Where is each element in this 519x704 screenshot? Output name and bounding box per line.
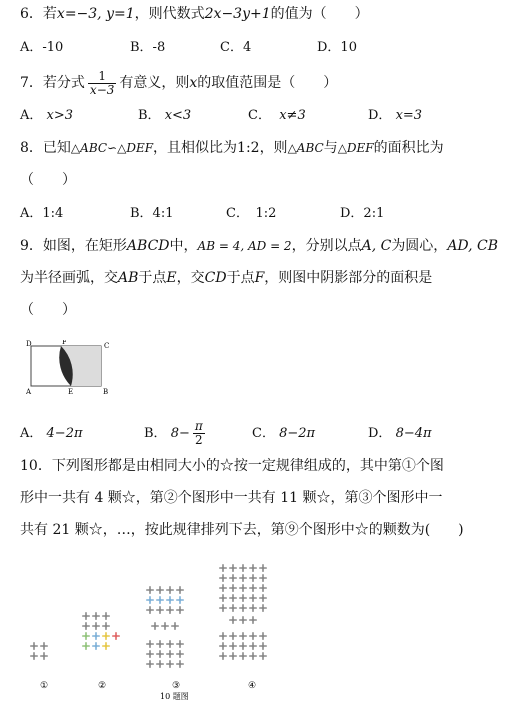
q9-answer-paren: （ ） (20, 302, 76, 318)
label-b: B (103, 388, 109, 396)
star-mark (240, 565, 246, 571)
star-mark (250, 585, 256, 591)
q8-option-c[interactable]: C． 1:2 (226, 206, 277, 221)
star-mark (220, 585, 226, 591)
q9-figure (26, 340, 116, 398)
q8-option-a[interactable]: A．1:4 (20, 206, 64, 221)
star-mark (220, 633, 226, 639)
star-mark (260, 575, 266, 581)
star-mark (157, 597, 163, 603)
star-mark (103, 623, 109, 629)
q9-stem-line1: 9．如图，在矩形ABCD中，AB = 4, AD = 2，分别以点A, C为圆心，AD, CB (20, 238, 499, 254)
star-mark (240, 585, 246, 591)
star-mark (31, 643, 37, 649)
star-mark (250, 653, 256, 659)
q9-option-d[interactable]: D． 8−4π (368, 426, 432, 441)
star-mark (157, 607, 163, 613)
q8-stem: 8．已知△ABC∽△DEF，且相似比为1:2，则△ABC与△DEF的面积比为 (20, 140, 444, 156)
star-mark (167, 641, 173, 647)
q8-option-b[interactable]: B．4:1 (130, 206, 174, 221)
star-mark (260, 565, 266, 571)
star-mark (157, 661, 163, 667)
figure-label-3: ③ (172, 681, 181, 691)
star-mark (177, 641, 183, 647)
star-mark (250, 565, 256, 571)
q6-option-a[interactable]: A．-10 (20, 40, 64, 55)
star-mark (157, 641, 163, 647)
star-mark (177, 661, 183, 667)
star-mark (260, 643, 266, 649)
star-mark (230, 633, 236, 639)
label-c: C (104, 342, 110, 350)
q9-stem-line2: 为半径画弧，交AB于点E，交CD于点F，则图中阴影部分的面积是 (20, 270, 433, 286)
q8-answer-paren: （ ） (20, 172, 76, 188)
star-mark (93, 643, 99, 649)
q7-options (20, 106, 510, 126)
star-mark (260, 653, 266, 659)
q7-fraction: $\frac{1}{x-3}$ (89, 68, 115, 97)
q8-options (20, 204, 510, 224)
star-mark (220, 653, 226, 659)
star-mark (177, 587, 183, 593)
figure-label-2: ② (98, 681, 107, 691)
star-mark (250, 595, 256, 601)
star-mark (103, 633, 109, 639)
figure-label-4: ④ (248, 681, 257, 691)
star-mark (250, 617, 256, 623)
star-mark (113, 633, 119, 639)
q10-figure (20, 560, 280, 700)
label-e: E (68, 388, 74, 396)
star-mark (93, 613, 99, 619)
star-mark (177, 651, 183, 657)
star-mark (147, 641, 153, 647)
star-mark (220, 595, 226, 601)
star-mark (220, 575, 226, 581)
star-mark (83, 613, 89, 619)
star-mark (220, 605, 226, 611)
star-mark (147, 661, 153, 667)
star-mark (31, 653, 37, 659)
star-mark (240, 633, 246, 639)
figure-caption: 10 题图 (160, 692, 189, 700)
q8-option-d[interactable]: D．2:1 (340, 206, 385, 221)
q9-option-b[interactable]: B． 8− $\frac{\pi}{2}$ (144, 419, 203, 447)
star-mark (220, 643, 226, 649)
star-mark (260, 633, 266, 639)
star-mark (147, 651, 153, 657)
star-mark (167, 607, 173, 613)
star-mark (103, 643, 109, 649)
q10-stem-line1: 10．下列图形都是由相同大小的☆按一定规律组成的，其中第①个图 (20, 458, 444, 474)
star-mark (230, 643, 236, 649)
star-mark (103, 613, 109, 619)
q7-option-a[interactable]: A． x>3 (20, 108, 74, 123)
star-mark (147, 607, 153, 613)
star-mark (230, 605, 236, 611)
star-mark (177, 607, 183, 613)
label-d: D (26, 340, 32, 348)
star-mark (152, 623, 158, 629)
star-mark (240, 575, 246, 581)
q7-stem: 7．若分式 $\frac{1}{x-3}$ 有意义，则x的取值范围是（ ） (20, 68, 338, 97)
star-mark (240, 595, 246, 601)
q6-options (20, 38, 510, 58)
star-mark (41, 643, 47, 649)
star-mark (83, 643, 89, 649)
star-mark (83, 623, 89, 629)
q7-option-c[interactable]: C． x≠3 (248, 108, 306, 123)
star-mark (240, 653, 246, 659)
q9-option-c[interactable]: C． 8−2π (252, 426, 316, 441)
star-mark (260, 605, 266, 611)
star-mark (157, 587, 163, 593)
q7-option-d[interactable]: D． x=3 (368, 108, 423, 123)
star-mark (41, 653, 47, 659)
q10-stem-line3: 共有 21 颗☆，…，按此规律排列下去，第⑨个图形中☆的颗数为( ) (20, 522, 464, 538)
star-mark (162, 623, 168, 629)
q6-option-b[interactable]: B．-8 (130, 40, 166, 55)
q6-option-c[interactable]: C．4 (220, 40, 252, 55)
star-patterns (31, 565, 266, 667)
star-mark (230, 575, 236, 581)
q9-option-a[interactable]: A． 4−2π (20, 426, 83, 441)
star-mark (177, 597, 183, 603)
star-mark (240, 643, 246, 649)
star-mark (167, 597, 173, 603)
star-mark (230, 617, 236, 623)
star-mark (260, 585, 266, 591)
star-mark (230, 595, 236, 601)
star-mark (250, 633, 256, 639)
star-mark (260, 595, 266, 601)
star-mark (250, 575, 256, 581)
star-mark (147, 597, 153, 603)
q9-options (20, 418, 510, 450)
q7-option-b[interactable]: B． x<3 (138, 108, 192, 123)
star-mark (93, 623, 99, 629)
star-mark (93, 633, 99, 639)
star-mark (167, 651, 173, 657)
star-mark (230, 653, 236, 659)
star-mark (83, 633, 89, 639)
star-mark (220, 565, 226, 571)
star-mark (167, 661, 173, 667)
q6-stem: 6．若x=−3, y=1，则代数式2x−3y+1的值为（ ） (20, 6, 369, 22)
star-mark (147, 587, 153, 593)
star-mark (240, 617, 246, 623)
star-mark (172, 623, 178, 629)
figure-label-1: ① (40, 681, 49, 691)
star-mark (250, 643, 256, 649)
label-a: A (26, 388, 32, 396)
q6-option-d[interactable]: D．10 (317, 40, 357, 55)
star-mark (167, 587, 173, 593)
label-f: F (62, 340, 67, 346)
star-mark (230, 565, 236, 571)
star-mark (250, 605, 256, 611)
q10-stem-line2: 形中一共有 4 颗☆，第②个图形中一共有 11 颗☆，第③个图形中一 (20, 490, 443, 506)
star-mark (240, 605, 246, 611)
star-mark (157, 651, 163, 657)
star-mark (230, 585, 236, 591)
